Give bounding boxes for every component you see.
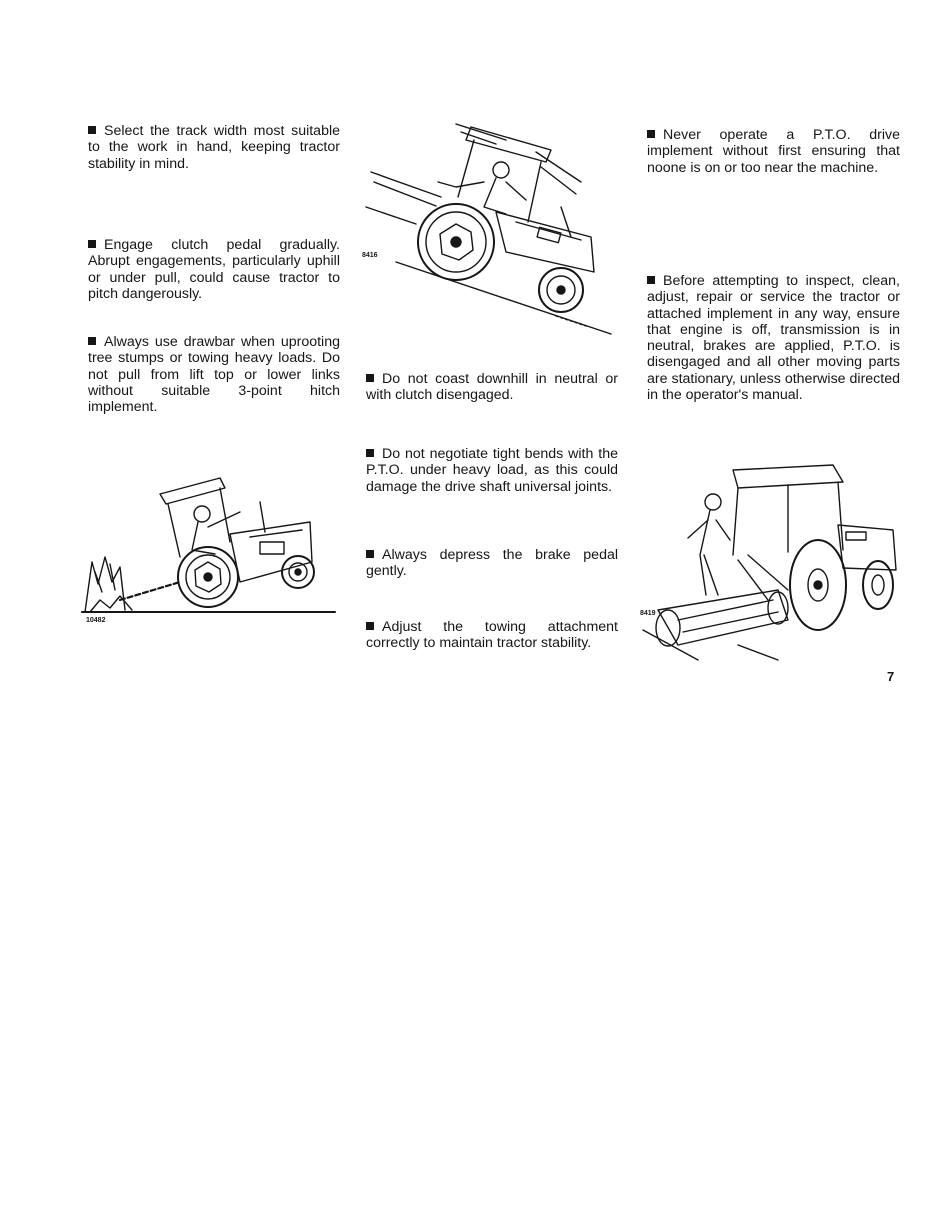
bullet-square-icon: [647, 276, 655, 284]
paragraph-brake: Always depress the brake pedal gently.: [366, 547, 618, 580]
tractor-on-slope-illustration: [356, 112, 614, 337]
bullet-square-icon: [366, 622, 374, 630]
bullet-square-icon: [366, 550, 374, 558]
page-number: 7: [887, 669, 895, 684]
paragraph-coast: Do not coast downhill in neutral or with clutch disengaged.: [366, 371, 618, 404]
tractor-pulling-stump-illustration: [80, 472, 340, 627]
figure-tractor-pulling-stump: [80, 472, 340, 627]
paragraph-track-width: Select the track width most suitable to the work in hand, keeping tractor stability in mind.: [88, 123, 340, 172]
bullet-square-icon: [366, 374, 374, 382]
figure-tractor-on-slope: [356, 112, 614, 337]
figure-code-slope: 8416: [362, 252, 378, 259]
paragraph-bends: Do not negotiate tight bends with the P.T.O. under heavy load, as this could damage the drive shaft universal joints.: [366, 446, 618, 495]
figure-rotary-implement: [638, 460, 903, 665]
paragraph-clutch: Engage clutch pedal gradually. Abrupt engagements, particularly uphill or under pull, could cause tractor to pitch dangerously.: [88, 237, 340, 302]
rotary-implement-illustration: [638, 460, 903, 665]
bullet-square-icon: [88, 126, 96, 134]
figure-code-rotary: 8419: [640, 610, 656, 617]
paragraph-before-service: Before attempting to inspect, clean, adjust, repair or service the tractor or attached implement in any way, ensure that engine is off, transmission is in neutral, brakes are applied, P.T.O. is disengaged and all other moving parts are stationary, unless otherwise directed in the operator's manual.: [647, 273, 900, 404]
bullet-square-icon: [647, 130, 655, 138]
bullet-square-icon: [88, 240, 96, 248]
figure-code-stump: 10482: [86, 617, 106, 624]
paragraph-pto-never: Never operate a P.T.O. drive implement without first ensuring that noone is on or too near the machine.: [647, 127, 900, 176]
paragraph-drawbar: Always use drawbar when uprooting tree stumps or towing heavy loads. Do not pull from lift top or lower links without suitable 3-point hitch implement.: [88, 334, 340, 416]
bullet-square-icon: [88, 337, 96, 345]
paragraph-towing: Adjust the towing attachment correctly to maintain tractor stability.: [366, 619, 618, 652]
bullet-square-icon: [366, 449, 374, 457]
